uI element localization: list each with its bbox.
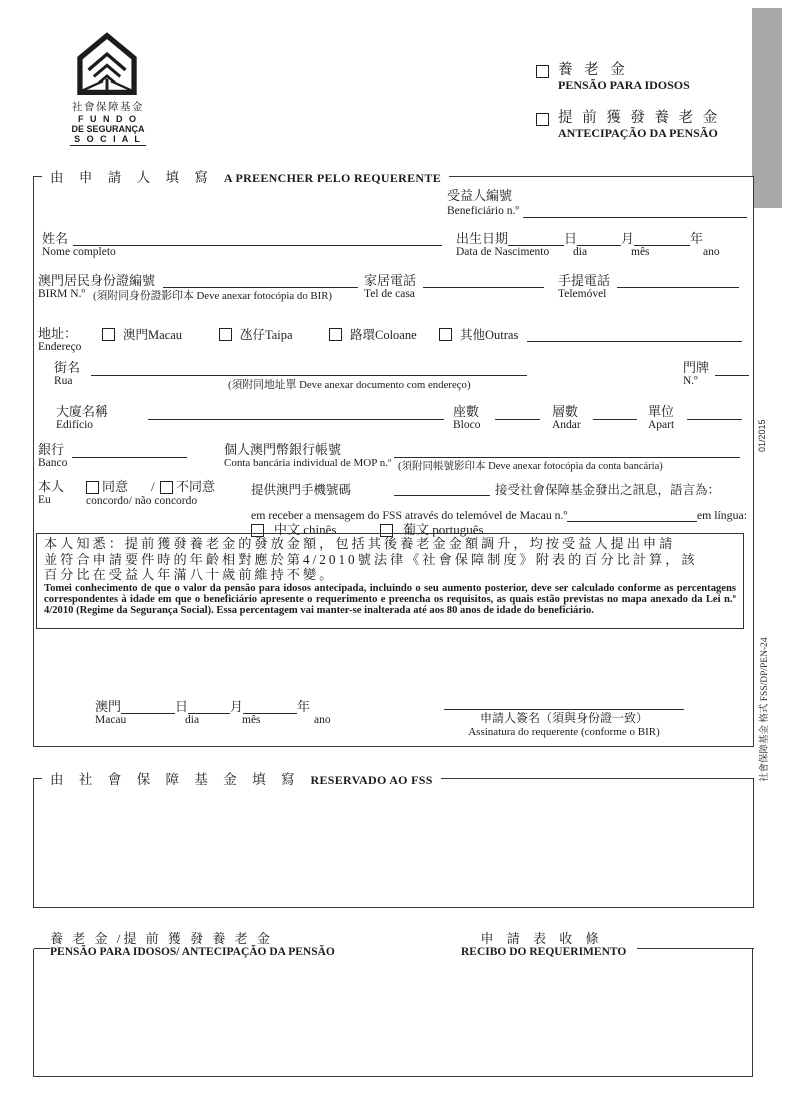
block-line[interactable] [495,405,540,420]
place-date-row [95,699,310,714]
full-name-label-pt: Nome completo [42,246,116,258]
door-number-label-pt: N.º [683,375,698,387]
logo-name-line2: DE SEGURANÇA [71,124,145,134]
anticipated-pension-checkbox[interactable] [536,113,549,126]
address-other-line[interactable] [527,327,742,342]
door-number-label-cn: 門牌 [683,360,710,375]
bank-label-cn: 銀行 [38,442,65,457]
consent-slash: / [151,479,155,494]
language-label-pt: em língua: [696,508,747,522]
floor-label-pt: Andar [552,419,581,431]
receipt-top-border-right [637,948,754,949]
address-taipa-label: 氹仔Taipa [240,328,293,342]
account-label [224,443,391,469]
birth-month-label-pt: mês [631,246,650,258]
place-label-cn: 澳門 [95,699,122,714]
account-number-line[interactable] [394,443,740,458]
address-macau-label: 澳門Macau [123,328,183,342]
bank-label-pt: Banco [38,457,68,469]
floor-label-cn: 層數 [552,404,579,419]
notice-text-pt: Tomei conhecimento de que o valor da pensão para idosos antecipada, incluindo o seu aumento posterior, deve ser calculado conforme as percentagens correspondentes à idade em que o beneficiário apresente o requerimento e preencha os requisitos, as quais estão previstas no mapa anexado da Lei n.º 4/2010 (Regime da Segurança Social). Essa percentagem vai manter-se inalterada até aos 80 anos de idade do beneficiário. [44,582,736,616]
applicant-section-title [42,166,449,187]
birth-year-line[interactable] [634,231,690,246]
receipt-right-title-cn: 申 請 表 收 條 [480,931,604,946]
date-month-label-pt: mês [242,714,261,726]
full-name-line[interactable] [73,231,442,246]
date-year-label-cn: 年 [297,699,311,714]
address-other-checkbox[interactable] [439,328,452,341]
flat-line[interactable] [687,405,742,420]
bir-number-field [38,273,358,303]
flat-label-pt: Apart [648,419,675,431]
street-label [54,361,80,388]
language-chinese-label: 中文 chinês [274,522,337,537]
mobile-phone-line[interactable] [617,273,739,288]
consent-me-label-cn: 本人 [38,479,65,494]
applicant-section-title-cn: 由 申 請 人 填 寫 [50,170,214,185]
beneficiary-number-label-pt: Beneficiário n.º [447,205,519,217]
building-label-pt: Edifício [56,419,94,431]
date-day-line[interactable] [121,699,175,714]
bir-number-label-pt: BIRM N.º [38,288,86,300]
applicant-section-title-pt: A PREENCHER PELO REQUERENTE [223,171,442,185]
birth-month-label-cn: 月 [621,231,635,246]
signature-line[interactable] [444,695,684,710]
beneficiary-number-label-cn: 受益人編號 [447,188,513,203]
block-label [453,405,480,432]
street-label-cn: 街名 [54,360,81,375]
beneficiary-number-line[interactable] [523,203,747,218]
receipt-left-title [50,932,335,959]
scan-gray-bar [752,8,782,208]
account-copy-hint: (須附同帳號影印本 Deve anexar fotocópia da conta bancária) [398,461,663,472]
fss-reserved-title-pt: RESERVADO AO FSS [310,773,433,787]
account-label-cn: 個人澳門幣銀行帳號 [224,442,342,457]
bir-copy-hint: (須附同身份證影印本 Deve anexar fotocópia do BIR) [93,290,333,302]
birth-year-label-cn: 年 [690,231,704,246]
street-line[interactable] [91,361,527,376]
birth-day-label-cn: 日 [564,231,578,246]
notice-line1-cn: 本人知悉：提前獲發養老金的發放金額，包括其後養老金金額調升，均按受益人提出申請 [44,536,676,551]
birth-date-label-cn: 出生日期 [456,231,509,246]
address-label-cn: 地址： [38,326,78,341]
street-label-pt: Rua [54,375,73,387]
receipt-right-title [461,931,627,959]
consent-agree-label-pt: concordo/ não concordo [86,495,198,507]
consent-me-label-pt: Eu [38,494,51,506]
macau-mobile-line[interactable] [394,481,490,496]
address-coloane-label: 路環Coloane [350,328,417,342]
date-day-label-cn: 日 [175,699,189,714]
block-label-pt: Bloco [453,419,481,431]
anticipation-notice-box [36,533,744,629]
receive-message-label-pt: em receber a mensagem do FSS através do telemóvel de Macau n.º [251,508,568,522]
anticipated-pension-label-pt: ANTECIPAÇÃO DA PENSÃO [558,126,718,140]
flat-label-cn: 單位 [648,404,675,419]
place-label-pt: Macau [95,714,127,726]
fss-reserved-title-cn: 由 社 會 保 障 基 金 填 寫 [50,772,301,787]
bir-number-label-cn: 澳門居民身份證編號 [38,273,156,288]
notice-line2-cn: 並符合申請要件時的年齡相對應於第4/2010號法律《社會保障制度》附表的百分比計算，該 [44,551,698,567]
signature-caption-cn: 申請人簽名（須與身份證一致） [479,711,648,725]
pension-type-options [536,62,720,140]
address-other-label: 其他Outras [460,328,519,342]
mobile-phone-label-pt: Telemóvel [558,288,607,300]
date-month-label-cn: 月 [230,699,244,714]
receive-message-label-cn: 接受社會保障基金發出之訊息，語言為： [495,483,721,497]
consent-agree-label: 同意 [102,479,129,494]
receipt-left-title-cn: 養 老 金 /提 前 獲 發 養 老 金 [50,931,273,946]
old-age-pension-checkbox[interactable] [536,65,549,78]
logo-name-cn: 社會保障基金 [72,102,144,113]
fss-logo [70,32,146,146]
address-label [38,327,81,354]
receive-message-row-pt [251,507,747,522]
home-phone-line[interactable] [423,273,544,288]
birth-date-field [456,231,747,259]
logo-name-line3: S O C I A L [70,134,146,146]
applicant-section [33,170,754,747]
flat-label [648,405,674,432]
date-month-line[interactable] [188,699,230,714]
door-number-label [683,361,709,388]
address-macau-checkbox[interactable] [102,328,115,341]
receipt-top-border-left [34,948,50,949]
birth-year-label-pt: ano [703,246,720,258]
birth-date-label-pt: Data de Nascimento [456,246,550,258]
consent-disagree-checkbox[interactable] [160,481,173,494]
consent-agree-checkbox[interactable] [86,481,99,494]
mobile-phone-field [558,273,739,301]
macau-mobile-line-pt[interactable] [567,507,697,522]
bank-line[interactable] [72,443,187,458]
floor-label [552,405,581,432]
home-phone-label-cn: 家居電話 [364,273,417,288]
birth-month-line[interactable] [577,231,621,246]
bir-number-line[interactable] [163,273,358,288]
fss-house-icon [74,32,140,96]
address-label-pt: Endereço [38,341,82,353]
form-code-label: 社會保障基金 格式 FSS/DP/PEN-24 [760,637,770,782]
old-age-pension-label-cn: 養 老 金 [558,62,629,78]
fss-reserved-section [33,772,754,908]
home-phone-field [364,273,544,301]
consent-me-label [38,480,64,507]
floor-line[interactable] [593,405,637,420]
language-portuguese-label: 葡文 português [403,522,484,537]
old-age-pension-label-pt: PENSÃO PARA IDOSOS [558,78,690,92]
street-doc-hint: (須附同地址單 Deve anexar documento com endereço) [228,379,471,391]
edition-label: 01/2015 [757,419,767,452]
block-label-cn: 座數 [453,404,480,419]
address-coloane-checkbox[interactable] [329,328,342,341]
door-number-line[interactable] [715,361,749,376]
receipt-right-title-pt: RECIBO DO REQUERIMENTO [461,946,627,958]
full-name-field [42,231,442,259]
building-label-cn: 大廈名稱 [56,404,109,419]
beneficiary-number-field [447,189,747,218]
date-year-line[interactable] [243,699,297,714]
consent-disagree-label: 不同意 [176,479,216,494]
logo-name-line1: F U N D O [78,114,138,124]
date-year-label-pt: ano [314,714,331,726]
date-day-label-pt: dia [185,714,200,726]
notice-line3-cn: 百分比在受益人年滿八十歲前維持不變。 [44,567,336,582]
receipt-left-title-pt: PENSÃO PARA IDOSOS/ ANTECIPAÇÃO DA PENSÃO [50,946,335,958]
home-phone-label-pt: Tel de casa [364,288,415,300]
bank-label [38,443,67,470]
signature-caption-pt: Assinatura do requerente (conforme o BIR) [468,726,660,738]
anticipated-pension-label-cn: 提 前 獲 發 養 老 金 [558,110,721,126]
mobile-provide-label-cn: 提供澳門手機號碼 [251,483,352,497]
receipt-section [33,931,753,1077]
full-name-label-cn: 姓名 [42,231,69,246]
account-label-pt: Conta bancária individual de MOP n.º [224,457,392,469]
fss-reserved-section-title [42,768,441,789]
mobile-phone-label-cn: 手提電話 [558,273,611,288]
birth-day-line[interactable] [508,231,564,246]
address-taipa-checkbox[interactable] [219,328,232,341]
building-label [56,405,108,432]
building-line[interactable] [148,405,444,420]
birth-day-label-pt: dia [573,246,588,258]
